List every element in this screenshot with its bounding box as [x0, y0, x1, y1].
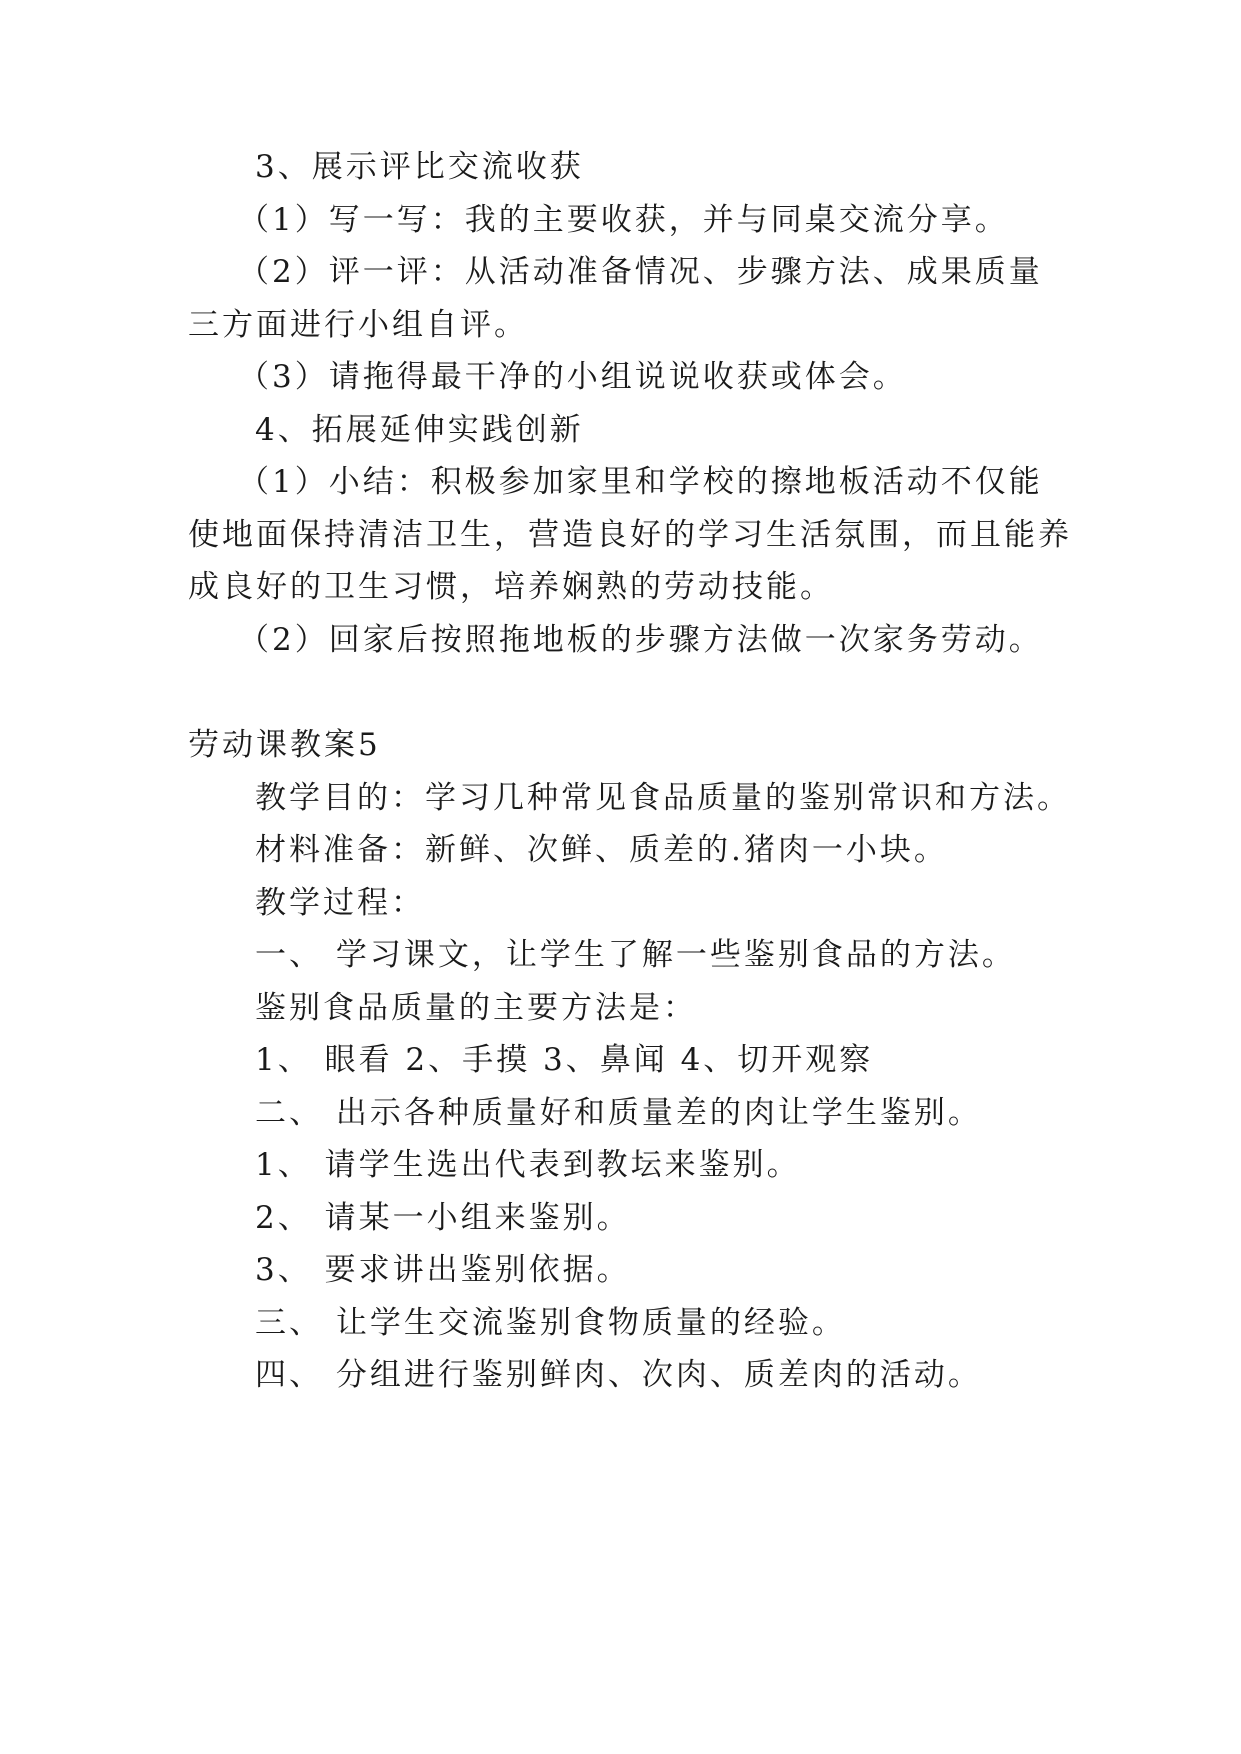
process-part-4: 四、 分组进行鉴别鲜肉、次肉、质差肉的活动。 [255, 1357, 982, 1393]
process-part-3: 三、 让学生交流鉴别食物质量的经验。 [255, 1305, 846, 1341]
step4-item-1-line-3: 成良好的卫生习惯，培养娴熟的劳动技能。 [188, 569, 834, 605]
teaching-purpose: 教学目的：学习几种常见食品质量的鉴别常识和方法。 [255, 780, 1071, 816]
process-part-2-item-3: 3、 要求讲出鉴别依据。 [255, 1252, 631, 1288]
step4-title: 4、拓展延伸实践创新 [255, 412, 584, 448]
step4-item-1-line-2: 使地面保持清洁卫生，营造良好的学习生活氛围，而且能养 [188, 517, 1072, 553]
step3-item-1: （1）写一写：我的主要收获，并与同桌交流分享。 [238, 202, 1009, 238]
process-part-1-sub: 鉴别食品质量的主要方法是： [255, 990, 697, 1026]
process-part-1: 一、 学习课文，让学生了解一些鉴别食品的方法。 [255, 937, 1016, 973]
lesson-heading: 劳动课教案5 [188, 727, 381, 763]
step3-item-2-line-1: （2）评一评：从活动准备情况、步骤方法、成果质量 [238, 254, 1043, 290]
process-part-2-item-2: 2、 请某一小组来鉴别。 [255, 1200, 631, 1236]
process-part-2: 二、 出示各种质量好和质量差的肉让学生鉴别。 [255, 1095, 982, 1131]
process-part-2-item-1: 1、 请学生选出代表到教坛来鉴别。 [255, 1147, 801, 1183]
teaching-process-label: 教学过程： [255, 885, 425, 921]
step3-item-2-line-2: 三方面进行小组自评。 [188, 307, 528, 343]
step3-title: 3、展示评比交流收获 [255, 149, 584, 185]
step3-item-3: （3）请拖得最干净的小组说说收获或体会。 [238, 359, 907, 395]
process-part-1-methods: 1、 眼看 2、手摸 3、鼻闻 4、切开观察 [255, 1042, 874, 1078]
materials-preparation: 材料准备：新鲜、次鲜、质差的.猪肉一小块。 [255, 832, 948, 868]
step4-item-2: （2）回家后按照拖地板的步骤方法做一次家务劳动。 [238, 622, 1043, 658]
step4-item-1-line-1: （1）小结：积极参加家里和学校的擦地板活动不仅能 [238, 464, 1043, 500]
